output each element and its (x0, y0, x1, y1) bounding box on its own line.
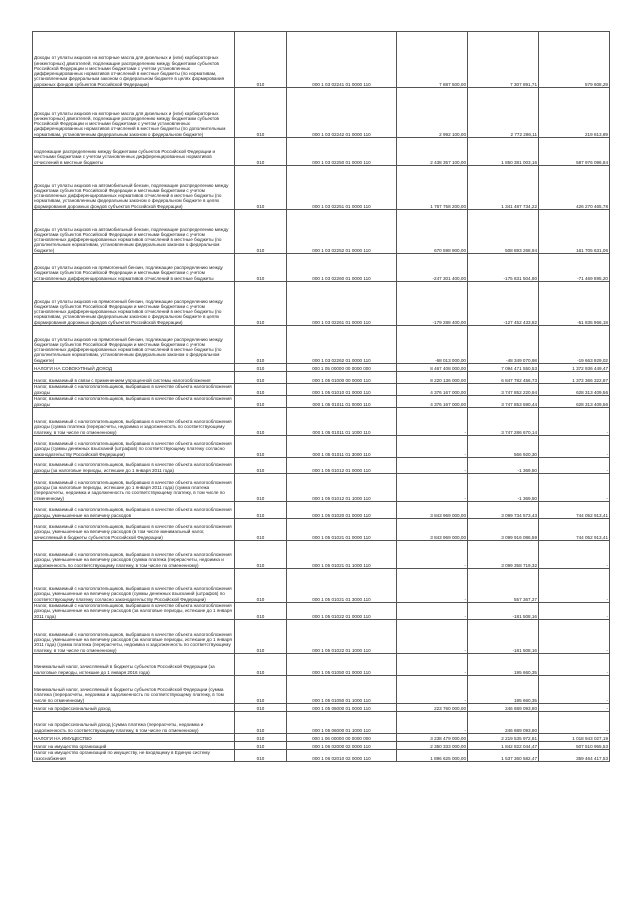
row-fact-cell: -1 369,50 (468, 458, 539, 474)
row-name-cell: Налог, взимаемый с налогоплательщиков, выбравших в качестве объекта налогообложения доходы, уменьшенные на величину расходов (за налоговые периоды, истекшие до 1 января 2011 года) (33, 603, 235, 620)
row-plan-cell: 7 887 500,00 (397, 32, 468, 88)
table-row (33, 32, 610, 88)
row-name-cell: Налог, взимаемый с налогоплательщиков, выбравших в качестве объекта налогообложения доходы (сумма платежа (перерасчеты, недоимка и задолженность по соответствующему платежу, в том числе по отмененному) (33, 408, 235, 436)
row-rest-cell: - (539, 569, 610, 603)
row-code-cell: 010 (235, 474, 287, 502)
row-code-cell: 010 (235, 704, 287, 712)
table-row (33, 396, 610, 408)
row-code-cell: 010 (235, 138, 287, 166)
row-code-cell: 010 (235, 742, 287, 750)
row-kbk-cell: 000 1 05 01011 01 1000 110 (287, 408, 397, 436)
row-kbk-cell: 000 1 05 01000 00 0000 110 (287, 372, 397, 384)
table-row (33, 654, 610, 676)
row-rest-cell: 1 372 936 449,47 (539, 364, 610, 372)
row-code-cell: 010 (235, 282, 287, 326)
row-plan-cell: 4 376 167 000,00 (397, 384, 468, 396)
row-rest-cell: - (539, 620, 610, 654)
row-name-cell: Минимальный налог, зачисляемый в бюджеты субъектов Российской Федерации (сумма платежа (перерасчеты, недоимка и задолженность по соответствующему платежу, в том числе по отмененному) (33, 676, 235, 704)
table-row (33, 519, 610, 541)
row-fact-cell: -1 369,50 (468, 474, 539, 502)
row-name-cell: Налог на профессиональный доход (сумма платежа (перерасчеты, недоимка и задолженность по соответствующему платежу, в том числе по отмененному) (33, 712, 235, 734)
row-kbk-cell: 000 1 05 01011 01 0000 110 (287, 396, 397, 408)
row-fact-cell: 3 747 853 590,44 (468, 396, 539, 408)
row-rest-cell: 219 813,89 (539, 88, 610, 138)
row-code-cell: 010 (235, 166, 287, 210)
row-kbk-cell: 000 1 06 02000 02 0000 110 (287, 742, 397, 750)
row-name-cell: Доходы от уплаты акцизов на прямогонный бензин, подлежащие распределению между бюджетами субъектов Российской Федерации и местными бюджетами с учетом установленных дифференцированных нормативов отчислений в местные бюджеты (по нормативам, установленным федеральным законом о федеральном бюджете в целях формирования дорожных фондов субъектов Российской Федерации) (33, 282, 235, 326)
row-kbk-cell: 000 1 05 01012 01 1000 110 (287, 474, 397, 502)
row-code-cell: 010 (235, 364, 287, 372)
row-plan-cell: - (397, 569, 468, 603)
row-name-cell: Налог, взимаемый с налогоплательщиков, выбравших в качестве объекта налогообложения доходы, уменьшенные на величину расходов (в том числе минимальный налог, зачисляемый в бюджеты субъектов Российской Федерации) (33, 519, 235, 541)
table-row (33, 372, 610, 384)
row-rest-cell: 579 608,29 (539, 32, 610, 88)
table-row (33, 502, 610, 519)
table-row (33, 436, 610, 458)
row-plan-cell: 670 598 900,00 (397, 210, 468, 254)
row-code-cell: 010 (235, 676, 287, 704)
row-kbk-cell: 000 1 05 01021 01 3000 110 (287, 569, 397, 603)
row-kbk-cell: 000 1 03 02250 01 0000 110 (287, 138, 397, 166)
row-code-cell: 010 (235, 384, 287, 396)
row-plan-cell: - (397, 676, 468, 704)
row-rest-cell: - (539, 712, 610, 734)
row-fact-cell: 1 341 487 734,22 (468, 166, 539, 210)
row-rest-cell: 628 313 409,56 (539, 396, 610, 408)
row-kbk-cell: 000 1 03 02251 01 0000 110 (287, 166, 397, 210)
row-kbk-cell: 000 1 03 02260 01 0000 110 (287, 254, 397, 282)
row-code-cell: 010 (235, 620, 287, 654)
row-rest-cell: -51 835 966,18 (539, 282, 610, 326)
table-row (33, 458, 610, 474)
budget-revenue-table (32, 31, 610, 762)
row-code-cell: 010 (235, 372, 287, 384)
row-fact-cell: -127 452 433,82 (468, 282, 539, 326)
row-rest-cell: 744 052 913,41 (539, 502, 610, 519)
row-rest-cell: 507 510 955,53 (539, 742, 610, 750)
row-code-cell: 010 (235, 502, 287, 519)
row-plan-cell: - (397, 620, 468, 654)
row-name-cell: Доходы от уплаты акцизов на прямогонный бензин, подлежащие распределению между бюджетами субъектов Российской Федерации и местными бюджетами с учетом установленных дифференцированных нормативов отчислений в местные бюджеты (по дополнительным нормативам, установленным федеральным законом о федеральном бюджете) (33, 326, 235, 364)
row-kbk-cell: 000 1 05 01050 01 0000 110 (287, 654, 397, 676)
row-rest-cell: - (539, 436, 610, 458)
row-fact-cell: 6 847 782 456,73 (468, 372, 539, 384)
row-plan-cell: 8 467 408 000,00 (397, 364, 468, 372)
table-row (33, 712, 610, 734)
row-fact-cell: 2 219 535 972,81 (468, 734, 539, 742)
row-name-cell: Налог, взимаемый с налогоплательщиков, выбравших в качестве объекта налогообложения доходы, уменьшенные на величину расходов (33, 502, 235, 519)
table-body (33, 32, 610, 762)
row-fact-cell: 3 099 734 573,43 (468, 502, 539, 519)
table-row (33, 210, 610, 254)
row-rest-cell: - (539, 408, 610, 436)
table-row (33, 676, 610, 704)
table-row (33, 734, 610, 742)
row-plan-cell: -179 288 400,00 (397, 282, 468, 326)
row-rest-cell: - (539, 654, 610, 676)
row-code-cell: 010 (235, 326, 287, 364)
row-fact-cell: 195 660,35 (468, 654, 539, 676)
row-fact-cell: 7 094 471 550,53 (468, 364, 539, 372)
row-plan-cell: - (397, 654, 468, 676)
row-code-cell: 010 (235, 734, 287, 742)
row-rest-cell: -19 663 929,02 (539, 326, 610, 364)
table-row (33, 326, 610, 364)
table-row (33, 474, 610, 502)
table-row (33, 750, 610, 762)
row-plan-cell: - (397, 458, 468, 474)
row-name-cell: подлежащие распределению между бюджетами субъектов Российской Федерации и местными бюджетами с учетом установленных дифференцированных нормативов отчислений в местные бюджеты (33, 138, 235, 166)
table-row (33, 138, 610, 166)
row-kbk-cell: 000 1 03 02262 01 0000 110 (287, 326, 397, 364)
row-rest-cell: - (539, 458, 610, 474)
table-row (33, 282, 610, 326)
row-fact-cell: 1 842 822 044,47 (468, 742, 539, 750)
row-kbk-cell: 000 1 05 01011 01 3000 110 (287, 436, 397, 458)
row-name-cell: НАЛОГИ НА ИМУЩЕСТВО (33, 734, 235, 742)
row-name-cell: Налог, взимаемый с налогоплательщиков, выбравших в качестве объекта налогообложения доходы (суммы денежных взысканий (штрафов) по соответствующему платежу согласно законодательству Российской Федерации) (33, 436, 235, 458)
row-name-cell: Налог, взимаемый в связи с применением упрощенной системы налогообложения (33, 372, 235, 384)
row-rest-cell: 587 976 096,84 (539, 138, 610, 166)
row-kbk-cell: 000 1 05 06000 01 1000 110 (287, 712, 397, 734)
row-name-cell: НАЛОГИ НА СОВОКУПНЫЙ ДОХОД (33, 364, 235, 372)
row-name-cell: Налог, взимаемый с налогоплательщиков, выбравших в качестве объекта налогообложения доходы (за налоговые периоды, истекшие до 1 января 2011 года) (сумма платежа (перерасчеты, недоимка и задолженность по соответствующему платежу, в том числе по отмененному) (33, 474, 235, 502)
row-plan-cell: 3 843 969 000,00 (397, 519, 468, 541)
row-name-cell: Налог, взимаемый с налогоплательщиков, выбравших в качестве объекта налогообложения доходы (33, 384, 235, 396)
row-plan-cell: - (397, 408, 468, 436)
row-kbk-cell: 000 1 05 01022 01 1000 110 (287, 620, 397, 654)
row-code-cell: 010 (235, 408, 287, 436)
row-rest-cell: 1 372 366 322,87 (539, 372, 610, 384)
row-rest-cell: - (539, 541, 610, 569)
row-kbk-cell: 000 1 05 01012 01 0000 110 (287, 458, 397, 474)
row-kbk-cell: 000 1 05 00000 00 0000 000 (287, 364, 397, 372)
row-fact-cell: 2 772 286,11 (468, 88, 539, 138)
table-row (33, 166, 610, 210)
row-kbk-cell: 000 1 06 00000 00 0000 000 (287, 734, 397, 742)
table-row (33, 254, 610, 282)
row-kbk-cell: 000 1 05 06000 01 0000 110 (287, 704, 397, 712)
row-fact-cell: 557 367,27 (468, 569, 539, 603)
row-rest-cell: 359 464 417,53 (539, 750, 610, 762)
row-plan-cell: 3 238 479 000,00 (397, 734, 468, 742)
row-name-cell: Налог на имущество организаций по имуществу, не входящему в Единую систему газоснабжения (33, 750, 235, 762)
row-kbk-cell: 000 1 03 02241 01 0000 110 (287, 32, 397, 88)
row-fact-cell: 195 660,35 (468, 676, 539, 704)
row-code-cell: 010 (235, 541, 287, 569)
row-plan-cell: - (397, 541, 468, 569)
row-plan-cell: -247 301 400,00 (397, 254, 468, 282)
row-plan-cell: 1 767 758 200,00 (397, 166, 468, 210)
table-row (33, 742, 610, 750)
row-kbk-cell: 000 1 05 01021 01 1000 110 (287, 541, 397, 569)
row-fact-cell: 246 689 093,80 (468, 704, 539, 712)
row-name-cell: Доходы от уплаты акцизов на моторные масла для дизельных и (или) карбюраторных (инжекторных) двигателей, подлежащие распределению между бюджетами субъектов Российской Федерации и местными бюджетами с учетом установленных дифференцированных нормативов отчислений в местные бюджеты (по нормативам, установленным федеральным законом о федеральном бюджете в целях формирования дорожных фондов субъектов Российской Федерации) (33, 32, 235, 88)
row-rest-cell: - (539, 603, 610, 620)
row-plan-cell: - (397, 474, 468, 502)
row-fact-cell: 1 850 381 003,16 (468, 138, 539, 166)
row-name-cell: Налог, взимаемый с налогоплательщиков, выбравших в качестве объекта налогообложения доходы, уменьшенные на величину расходов (суммы денежных взысканий (штрафов) по соответствующему платежу согласно законодательству Российской Федерации) (33, 569, 235, 603)
row-code-cell: 010 (235, 210, 287, 254)
row-name-cell: Доходы от уплаты акцизов на моторные масла для дизельных и (или) карбюраторных (инжекторных) двигателей, подлежащие распределению между бюджетами субъектов Российской Федерации и местными бюджетами с учетом установленных дифференцированных нормативов отчислений в местные бюджеты (по дополнительным нормативам, установленным федеральным законом о федеральном бюджете) (33, 88, 235, 138)
row-code-cell: 010 (235, 88, 287, 138)
row-code-cell: 010 (235, 712, 287, 734)
row-plan-cell: - (397, 712, 468, 734)
row-rest-cell: 744 052 913,41 (539, 519, 610, 541)
table-row (33, 704, 610, 712)
row-fact-cell: 246 689 093,80 (468, 712, 539, 734)
row-code-cell: 010 (235, 458, 287, 474)
row-kbk-cell: 000 1 03 02252 01 0000 110 (287, 210, 397, 254)
row-plan-cell: 8 220 136 000,00 (397, 372, 468, 384)
table-row (33, 384, 610, 396)
row-name-cell: Налог, взимаемый с налогоплательщиков, выбравших в качестве объекта налогообложения доходы (за налоговые периоды, истекшие до 1 января 2011 года) (33, 458, 235, 474)
row-name-cell: Доходы от уплаты акцизов на автомобильный бензин, подлежащие распределению между бюджетами субъектов Российской Федерации и местными бюджетами с учетом установленных дифференцированных нормативов отчислений в местные бюджеты (по нормативам, установленным федеральным законом о федеральном бюджете в целях формирования дорожных фондов субъектов Российской Федерации) (33, 166, 235, 210)
row-fact-cell: 1 537 360 582,47 (468, 750, 539, 762)
row-kbk-cell: 000 1 05 01010 01 0000 110 (287, 384, 397, 396)
row-name-cell: Налог на имущество организаций (33, 742, 235, 750)
row-name-cell: Налог на профессиональный доход (33, 704, 235, 712)
row-plan-cell: 223 760 000,00 (397, 704, 468, 712)
row-code-cell: 010 (235, 32, 287, 88)
row-rest-cell: - (539, 676, 610, 704)
row-code-cell: 010 (235, 603, 287, 620)
row-rest-cell: 1 018 943 027,19 (539, 734, 610, 742)
row-rest-cell: - (539, 704, 610, 712)
row-plan-cell: - (397, 436, 468, 458)
table-row (33, 620, 610, 654)
table-row (33, 88, 610, 138)
row-plan-cell: -68 013 000,00 (397, 326, 468, 364)
row-rest-cell: 628 313 409,56 (539, 384, 610, 396)
row-plan-cell: - (397, 603, 468, 620)
row-name-cell: Доходы от уплаты акцизов на автомобильный бензин, подлежащие распределению между бюджетами субъектов Российской Федерации и местными бюджетами с учетом установленных дифференцированных нормативов отчислений в местные бюджеты (по дополнительным нормативам, установленным федеральным законом о федеральном бюджете) (33, 210, 235, 254)
row-kbk-cell: 000 1 05 01050 01 1000 110 (287, 676, 397, 704)
table-row (33, 408, 610, 436)
row-plan-cell: 3 843 969 000,00 (397, 502, 468, 519)
row-fact-cell: -181 508,16 (468, 620, 539, 654)
row-fact-cell: -48 349 070,98 (468, 326, 539, 364)
row-rest-cell: 161 705 631,06 (539, 210, 610, 254)
row-code-cell: 010 (235, 569, 287, 603)
row-fact-cell: 566 920,30 (468, 436, 539, 458)
table-row (33, 603, 610, 620)
row-plan-cell: 2 438 357 100,00 (397, 138, 468, 166)
row-name-cell: Доходы от уплаты акцизов на прямогонный бензин, подлежащие распределению между бюджетами субъектов Российской Федерации и местными бюджетами с учетом установленных дифференцированных нормативов отчислений в местные бюджеты (33, 254, 235, 282)
row-rest-cell: -71 469 895,20 (539, 254, 610, 282)
row-fact-cell: 508 893 268,94 (468, 210, 539, 254)
row-name-cell: Налог, взимаемый с налогоплательщиков, выбравших в качестве объекта налогообложения доходы, уменьшенные на величину расходов (за налоговые периоды, истекшие до 1 января 2011 года) (сумма платежа (перерасчеты, недоимка и задолженность по соответствующему платежу, в том числе по отмененному) (33, 620, 235, 654)
row-code-cell: 010 (235, 750, 287, 762)
row-plan-cell: 2 350 333 000,00 (397, 742, 468, 750)
row-name-cell: Налог, взимаемый с налогоплательщиков, выбравших в качестве объекта налогообложения доходы, уменьшенные на величину расходов (сумма платежа (перерасчеты, недоимка и задолженность по соответствующему платежу, в том числе по отмененному) (33, 541, 235, 569)
row-kbk-cell: 000 1 05 01022 01 0000 110 (287, 603, 397, 620)
table-row (33, 541, 610, 569)
row-kbk-cell: 000 1 03 02242 01 0000 110 (287, 88, 397, 138)
row-rest-cell: 426 270 465,78 (539, 166, 610, 210)
row-fact-cell: 3 747 286 670,14 (468, 408, 539, 436)
row-code-cell: 010 (235, 519, 287, 541)
row-fact-cell: -181 508,16 (468, 603, 539, 620)
row-code-cell: 010 (235, 396, 287, 408)
row-name-cell: Минимальный налог, зачисляемый в бюджеты субъектов Российской Федерации (за налоговые периоды, истекшие до 1 января 2016 года) (33, 654, 235, 676)
row-code-cell: 010 (235, 654, 287, 676)
row-fact-cell: 3 099 358 719,32 (468, 541, 539, 569)
row-plan-cell: 4 376 167 000,00 (397, 396, 468, 408)
row-fact-cell: 3 747 852 220,94 (468, 384, 539, 396)
table-row (33, 364, 610, 372)
row-fact-cell: 3 099 916 086,59 (468, 519, 539, 541)
table-row (33, 569, 610, 603)
row-kbk-cell: 000 1 03 02261 01 0000 110 (287, 282, 397, 326)
row-fact-cell: -175 831 504,80 (468, 254, 539, 282)
row-kbk-cell: 000 1 05 01020 01 0000 110 (287, 502, 397, 519)
row-plan-cell: 2 992 100,00 (397, 88, 468, 138)
row-fact-cell: 7 307 891,71 (468, 32, 539, 88)
row-kbk-cell: 000 1 05 01021 01 0000 110 (287, 519, 397, 541)
row-rest-cell: - (539, 474, 610, 502)
row-plan-cell: 1 896 625 000,00 (397, 750, 468, 762)
row-name-cell: Налог, взимаемый с налогоплательщиков, выбравших в качестве объекта налогообложения доходы (33, 396, 235, 408)
row-code-cell: 010 (235, 254, 287, 282)
row-code-cell: 010 (235, 436, 287, 458)
row-kbk-cell: 000 1 06 02010 02 0000 110 (287, 750, 397, 762)
